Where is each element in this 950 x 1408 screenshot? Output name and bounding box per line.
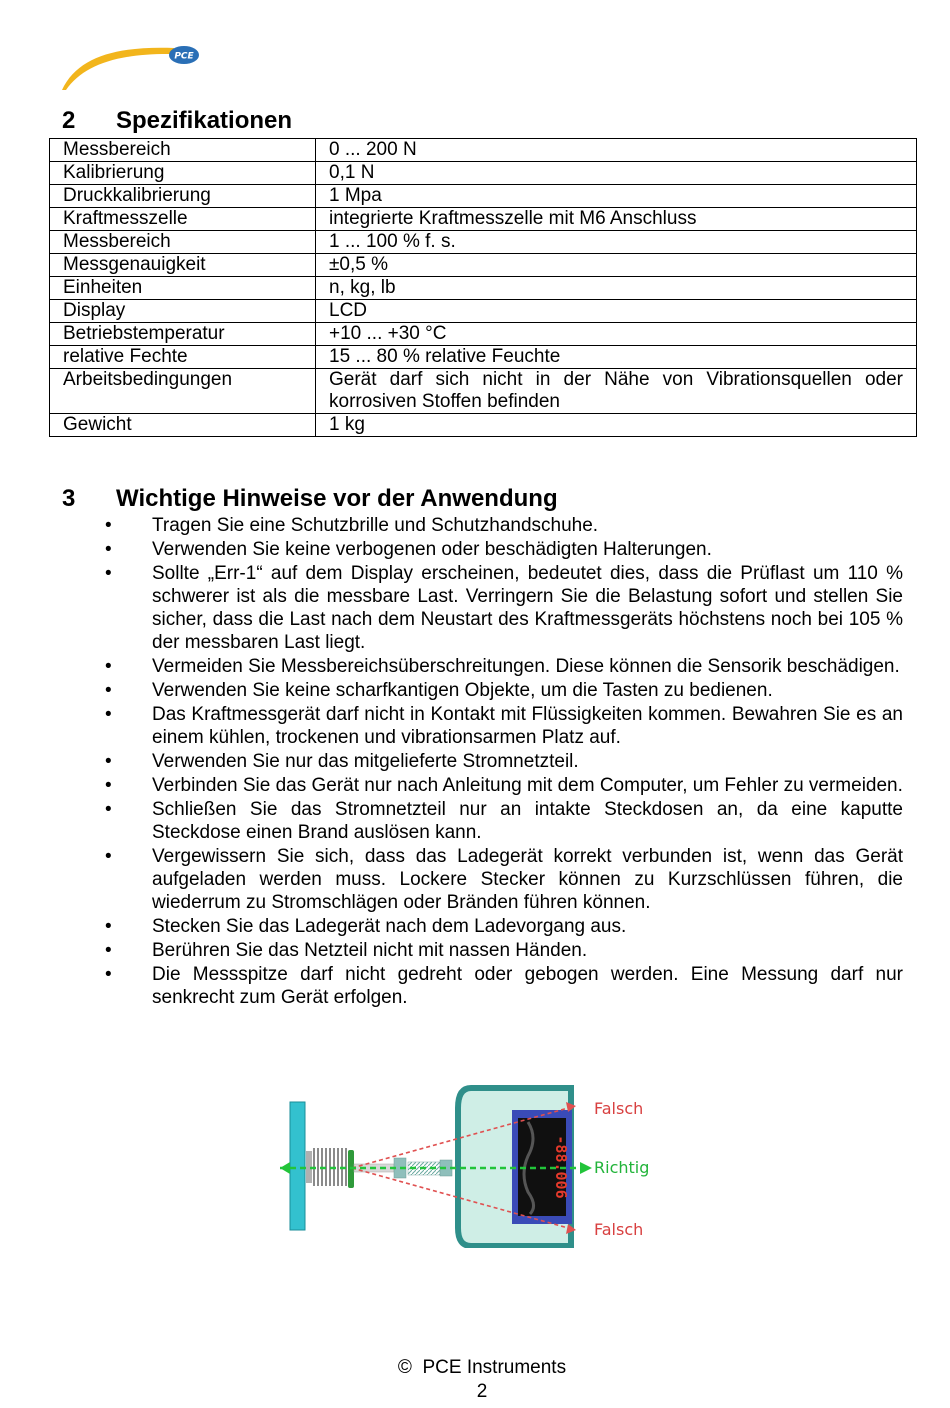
hint-text: Das Kraftmessgerät darf nicht in Kontakt mit Flüssigkeiten kommen. Bewahren Sie es an einem kühlen, trockenen und vibrationsarmen Platz auf. (152, 704, 903, 748)
spec-table (49, 138, 917, 437)
spec-key: Betriebstemperatur (50, 323, 316, 346)
hint-item (62, 939, 903, 962)
hint-item (62, 538, 903, 561)
hint-text: Stecken Sie das Ladegerät nach dem Ladevorgang aus. (152, 916, 627, 937)
spec-key: Messgenauigkeit (50, 254, 316, 277)
label-correct: Richtig (594, 1158, 650, 1177)
spec-value: n, kg, lb (316, 277, 917, 300)
spec-row (50, 346, 917, 369)
hint-item (62, 915, 903, 938)
section-title: Wichtige Hinweise vor der Anwendung (116, 485, 558, 512)
spec-key: Einheiten (50, 277, 316, 300)
hint-item (62, 514, 903, 537)
spec-key: Kalibrierung (50, 162, 316, 185)
spec-row (50, 139, 917, 162)
pce-logo (58, 38, 208, 98)
bullet-icon: • (105, 704, 112, 725)
bullet-icon: • (105, 680, 112, 701)
spec-row (50, 300, 917, 323)
spec-value: +10 ... +30 °C (316, 323, 917, 346)
section-number: 2 (62, 107, 76, 134)
spec-key: Gewicht (50, 414, 316, 437)
bullet-icon: • (105, 916, 112, 937)
bullet-icon: • (105, 964, 112, 985)
hint-item (62, 679, 903, 702)
hint-text: Verwenden Sie keine verbogenen oder beschädigten Halterungen. (152, 539, 712, 560)
hint-item (62, 703, 903, 749)
spec-row (50, 414, 917, 437)
bullet-icon: • (105, 563, 112, 584)
bullet-icon: • (105, 846, 112, 867)
label-wrong-top: Falsch (594, 1099, 644, 1118)
hint-text: Berühren Sie das Netzteil nicht mit nassen Händen. (152, 940, 588, 961)
wall-plate (290, 1102, 305, 1230)
section-heading-hints (62, 485, 558, 513)
hint-item (62, 845, 903, 914)
hint-text: Tragen Sie eine Schutzbrille und Schutzhandschuhe. (152, 515, 599, 536)
hint-text: Die Messspitze darf nicht gedreht oder gebogen werden. Eine Messung darf nur senkrecht zum Gerät erfolgen. (152, 964, 903, 1008)
lcd-value: -88.006 (552, 1135, 570, 1199)
page-footer (0, 1356, 950, 1404)
spec-key: Messbereich (50, 231, 316, 254)
hint-item (62, 963, 903, 1009)
logo-text: PCE (174, 51, 194, 62)
spec-row (50, 162, 917, 185)
bullet-icon: • (105, 656, 112, 677)
spec-value: Gerät darf sich nicht in der Nähe von Vibrationsquellen oder korrosiven Stoffen befinden (316, 369, 917, 414)
spec-key: Messbereich (50, 139, 316, 162)
spec-row (50, 185, 917, 208)
spec-value: LCD (316, 300, 917, 323)
hint-text: Verwenden Sie nur das mitgelieferte Stromnetzteil. (152, 751, 579, 772)
hint-text: Sollte „Err-1“ auf dem Display erscheinen, bedeutet dies, dass die Prüflast um 110 % schwerer ist als die messbare Last. Verringern Sie die Belastung sofort und stellen Sie sicher, dass die Last nach dem Neustart des Kraftmessgeräts höchstens noch bei 105 % der messbaren Last liegt. (152, 563, 903, 653)
spec-value: ±0,5 % (316, 254, 917, 277)
spec-value: integrierte Kraftmesszelle mit M6 Anschluss (316, 208, 917, 231)
spec-value: 1 Mpa (316, 185, 917, 208)
footer-copyright (0, 1356, 950, 1380)
bullet-icon: • (105, 539, 112, 560)
spec-key: Arbeitsbedingungen (50, 369, 316, 414)
spec-key: Druckkalibrierung (50, 185, 316, 208)
hint-item (62, 750, 903, 773)
copyright-symbol: © (397, 1357, 412, 1378)
hints-list (62, 514, 903, 1010)
spec-value: 0 ... 200 N (316, 139, 917, 162)
spec-value: 1 ... 100 % f. s. (316, 231, 917, 254)
arrow-correct (580, 1162, 592, 1174)
spec-row (50, 208, 917, 231)
page-number: 2 (476, 1381, 488, 1402)
hint-item (62, 655, 903, 678)
spec-value: 0,1 N (316, 162, 917, 185)
bullet-icon: • (105, 799, 112, 820)
spec-row (50, 323, 917, 346)
spec-row (50, 231, 917, 254)
spec-value: 1 kg (316, 414, 917, 437)
section-number: 3 (62, 485, 76, 512)
hint-text: Verwenden Sie keine scharfkantigen Objekte, um die Tasten zu bedienen. (152, 680, 773, 701)
hint-item (62, 798, 903, 844)
hint-text: Schließen Sie das Stromnetzteil nur an intakte Steckdosen an, da eine kaputte Steckdose einen Brand auslösen kann. (152, 799, 903, 843)
spec-key: Kraftmesszelle (50, 208, 316, 231)
bullet-icon: • (105, 515, 112, 536)
company-name: PCE Instruments (422, 1357, 567, 1378)
bullet-icon: • (105, 775, 112, 796)
hint-text: Verbinden Sie das Gerät nur nach Anleitung mit dem Computer, um Fehler zu vermeiden. (152, 775, 903, 796)
spec-key: relative Fechte (50, 346, 316, 369)
spec-row (50, 254, 917, 277)
spec-row (50, 369, 917, 414)
bullet-icon: • (105, 751, 112, 772)
hint-item (62, 774, 903, 797)
hint-text: Vermeiden Sie Messbereichsüberschreitungen. Diese können die Sensorik beschädigen. (152, 656, 900, 677)
measurement-direction-figure (276, 1078, 704, 1248)
hint-text: Vergewissern Sie sich, dass das Ladegerät korrekt verbunden ist, wenn das Gerät aufgeladen werden muss. Lockere Stecker können zu Kurzschlüssen führen, die wiederrum zu Stromschlägen oder Bränden führen können. (152, 846, 903, 913)
spec-value: 15 ... 80 % relative Feuchte (316, 346, 917, 369)
section-title: Spezifikationen (116, 107, 293, 134)
spec-row (50, 277, 917, 300)
bullet-icon: • (105, 940, 112, 961)
section-heading-spec (62, 107, 292, 135)
label-wrong-bottom: Falsch (594, 1220, 644, 1239)
hint-item (62, 562, 903, 654)
spec-key: Display (50, 300, 316, 323)
